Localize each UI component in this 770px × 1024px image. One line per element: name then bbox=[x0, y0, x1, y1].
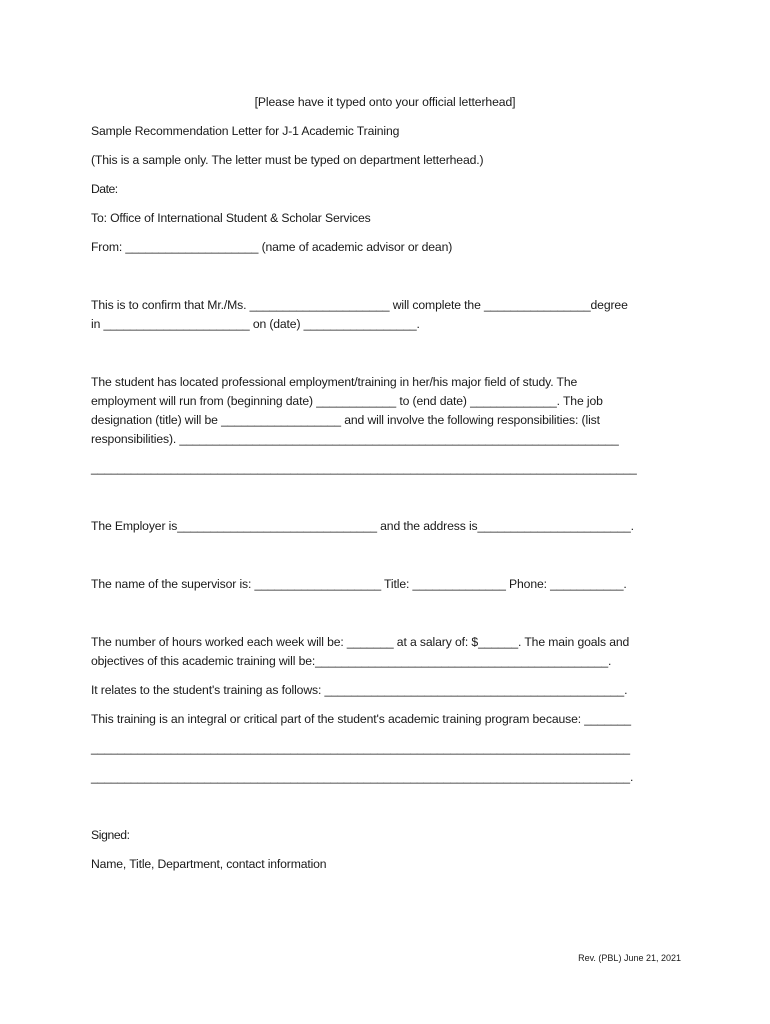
integral-line-1: This training is an integral or critical part of the student's academic training program because: _______ bbox=[91, 712, 631, 726]
confirm-line-1: This is to confirm that Mr./Ms. _____________________ will complete the ________________degree bbox=[91, 298, 628, 312]
employment-line-2: employment will run from (beginning date) ____________ to (end date) _____________. The job bbox=[91, 394, 603, 408]
confirm-line-2: in ______________________ on (date) _________________. bbox=[91, 317, 420, 331]
integral-line-3: _________________________________________________________________________________. bbox=[91, 770, 634, 784]
employment-line-4: responsibilities). __________________________________________________________________ bbox=[91, 432, 619, 446]
to-line: To: Office of International Student & Scholar Services bbox=[91, 211, 371, 225]
from-line: From: ____________________ (name of academic advisor or dean) bbox=[91, 240, 453, 254]
letter-title: Sample Recommendation Letter for J-1 Academic Training bbox=[91, 124, 400, 138]
supervisor-line: The name of the supervisor is: ___________________ Title: ______________ Phone: ___________. bbox=[91, 577, 627, 591]
hours-line-1: The number of hours worked each week will be: _______ at a salary of: $______. The main goals and bbox=[91, 635, 630, 649]
signed-label: Signed: bbox=[91, 828, 130, 842]
sample-note: (This is a sample only. The letter must be typed on department letterhead.) bbox=[91, 153, 484, 167]
employment-line-5: __________________________________________________________________________________ bbox=[91, 461, 637, 475]
hours-line-2: objectives of this academic training will be:____________________________________________. bbox=[91, 654, 612, 668]
employment-line-3: designation (title) will be __________________ and will involve the following responsibilities: (list bbox=[91, 413, 600, 427]
revision-note: Rev. (PBL) June 21, 2021 bbox=[578, 953, 681, 963]
signature-details: Name, Title, Department, contact information bbox=[91, 857, 327, 871]
letterhead-note: [Please have it typed onto your official letterhead] bbox=[254, 95, 516, 109]
employment-line-1: The student has located professional employment/training in her/his major field of study. The bbox=[91, 375, 578, 389]
relates-line: It relates to the student's training as follows: _____________________________________________. bbox=[91, 683, 628, 697]
date-label: Date: bbox=[91, 182, 118, 196]
employer-line: The Employer is______________________________ and the address is_______________________. bbox=[91, 519, 634, 533]
integral-line-2: _________________________________________________________________________________ bbox=[91, 741, 630, 755]
